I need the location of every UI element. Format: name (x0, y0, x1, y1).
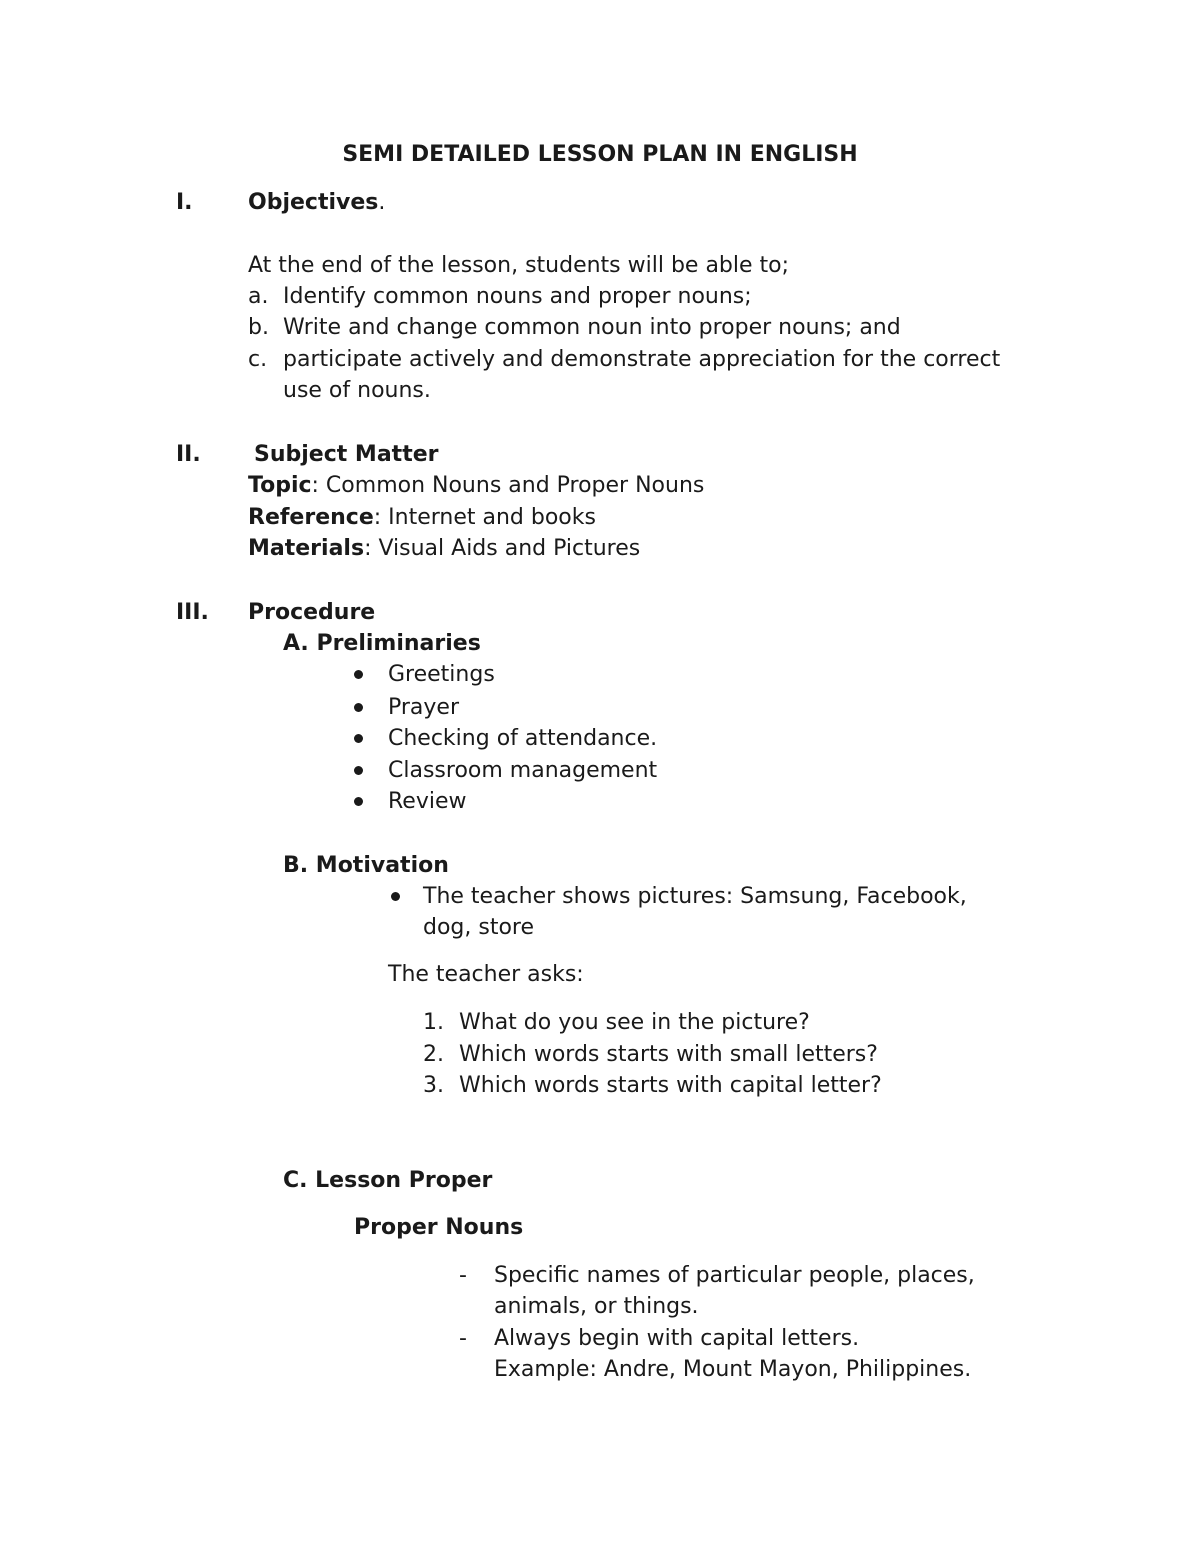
document-title: SEMI DETAILED LESSON PLAN IN ENGLISH (342, 142, 858, 167)
lesson-subheading-proper-nouns: Proper Nouns (354, 1215, 524, 1240)
question-text: Which words starts with capital letter? (459, 1073, 882, 1098)
bullet-icon (354, 703, 363, 712)
section-numeral-procedure: III. (176, 600, 209, 625)
objective-text-c: participate actively and demonstrate appreciation for the correct (283, 347, 1001, 372)
bullet-icon (354, 734, 363, 743)
objective-marker-b: b. (248, 315, 269, 340)
objective-text-b: Write and change common noun into proper nouns; and (283, 315, 901, 340)
proper-noun-example: Example: Andre, Mount Mayon, Philippines. (494, 1357, 972, 1382)
section-heading-subject-matter: Subject Matter (254, 442, 439, 467)
subsection-heading-motivation (283, 851, 449, 881)
objective-marker-c: c. (248, 347, 268, 372)
preliminary-item: Review (388, 789, 467, 814)
question-number: 1. (423, 1010, 444, 1035)
subsection-heading-lesson-proper: C. Lesson Proper (283, 1168, 493, 1193)
dash-marker: - (459, 1263, 467, 1288)
preliminary-item: Classroom management (388, 758, 658, 783)
reference-label: Reference (248, 505, 374, 530)
section-heading-procedure: Procedure (248, 600, 376, 625)
proper-noun-rule: Always begin with capital letters. (494, 1326, 860, 1351)
motivation-bullet-line1: The teacher shows pictures: Samsung, Facebook, (423, 884, 967, 909)
objectives-intro: At the end of the lesson, students will be able to; (248, 253, 790, 278)
bullet-icon (354, 797, 363, 806)
section-heading-objectives (248, 188, 385, 218)
preliminary-item: Prayer (388, 695, 460, 720)
materials-line (248, 534, 640, 564)
topic-label: Topic (248, 473, 312, 498)
materials-value: : Visual Aids and Pictures (364, 536, 641, 561)
objectives-heading-suffix: . (378, 190, 386, 215)
motivation-heading-rest: . Motivation (299, 853, 449, 878)
bullet-icon (354, 766, 363, 775)
section-numeral-subject-matter: II. (176, 442, 201, 467)
subsection-heading-preliminaries: A. Preliminaries (283, 631, 481, 656)
motivation-bullet-line2: dog, store (423, 915, 535, 940)
preliminary-item: Greetings (388, 662, 495, 687)
objectives-heading-text: Objectives (248, 190, 379, 215)
question-text: Which words starts with small letters? (459, 1042, 878, 1067)
proper-noun-definition-line1: Specific names of particular people, places, (494, 1263, 975, 1288)
objective-text-a: Identify common nouns and proper nouns; (283, 284, 752, 309)
topic-line (248, 471, 704, 501)
materials-label: Materials (248, 536, 365, 561)
dash-marker: - (459, 1326, 467, 1351)
objective-text-c-continued: use of nouns. (283, 378, 431, 403)
objective-marker-a: a. (248, 284, 269, 309)
preliminary-item: Checking of attendance. (388, 726, 658, 751)
topic-value: : Common Nouns and Proper Nouns (311, 473, 705, 498)
question-text: What do you see in the picture? (459, 1010, 810, 1035)
proper-noun-definition-line2: animals, or things. (494, 1294, 699, 1319)
bullet-icon (354, 670, 363, 679)
reference-line (248, 503, 596, 533)
motivation-heading-letter: B (283, 853, 300, 878)
section-numeral-objectives: I. (176, 190, 193, 215)
question-number: 3. (423, 1073, 444, 1098)
teacher-asks-label: The teacher asks: (388, 962, 584, 987)
bullet-icon (391, 892, 400, 901)
question-number: 2. (423, 1042, 444, 1067)
reference-value: : Internet and books (373, 505, 596, 530)
